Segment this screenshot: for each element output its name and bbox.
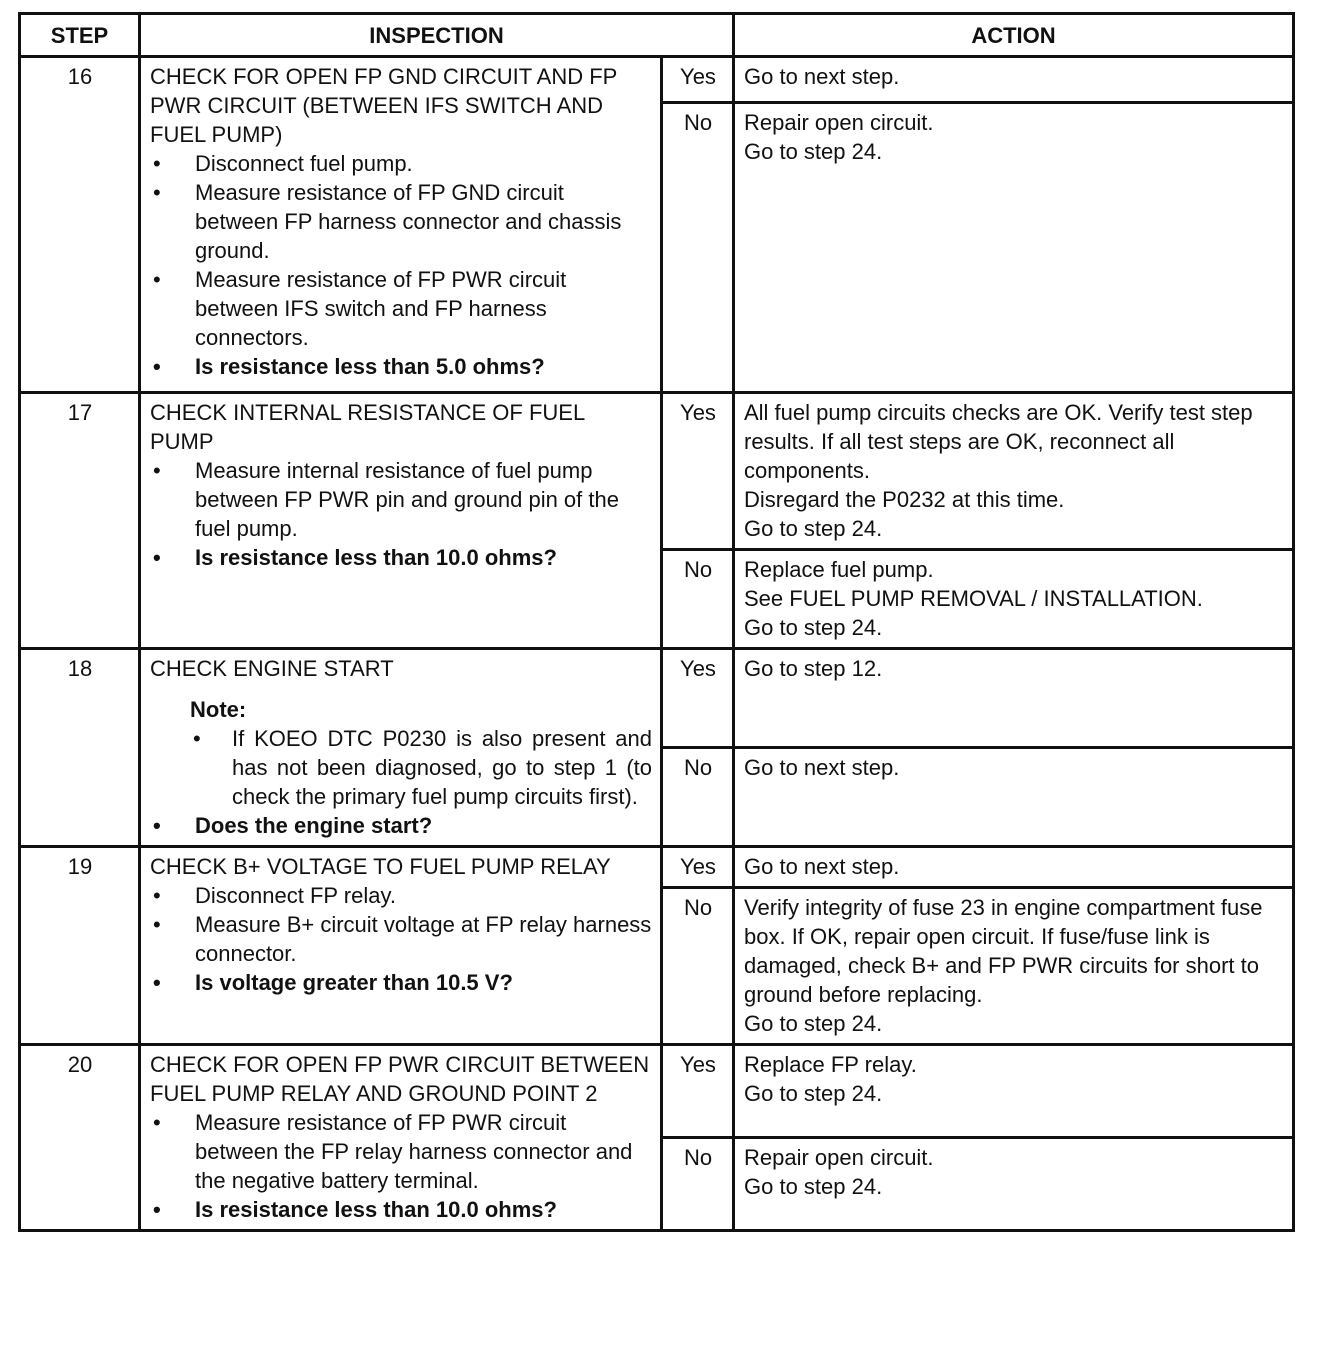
action-line: See FUEL PUMP REMOVAL / INSTALLATION. [744, 586, 1203, 611]
inspection-bullets [150, 881, 652, 997]
list-item: • Disconnect FP relay. [150, 881, 652, 910]
yes-label: Yes [662, 847, 734, 888]
note-label: Note: [190, 697, 247, 722]
yes-action [734, 1045, 1294, 1138]
action-line: Go to next step. [744, 854, 900, 879]
header-inspection: INSPECTION [140, 14, 734, 57]
no-label: No [662, 103, 734, 393]
inspection-title: CHECK B+ VOLTAGE TO FUEL PUMP RELAY [150, 854, 611, 879]
inspection-question: • Is resistance less than 10.0 ohms? [150, 543, 652, 572]
action-line: Go to step 24. [744, 615, 883, 640]
no-label: No [662, 888, 734, 1045]
no-action [734, 103, 1294, 393]
step-number: 18 [20, 649, 140, 847]
note-block [190, 695, 652, 811]
yes-action [734, 57, 1294, 103]
inspection-question: • Is voltage greater than 10.5 V? [150, 968, 652, 997]
list-item: • If KOEO DTC P0230 is also present and has not been diagnosed, go to step 1 (to check the primary fuel pump circuits first). [190, 724, 652, 811]
header-step: STEP [20, 14, 140, 57]
action-line: All fuel pump circuits checks are OK. Verify test step results. If all test steps are OK, reconnect all components. [744, 400, 1253, 483]
inspection-cell [140, 393, 662, 649]
table-row [20, 393, 1294, 550]
action-line: Go to next step. [744, 64, 900, 89]
table-row [20, 847, 1294, 888]
table-row [20, 649, 1294, 748]
action-line: Go to step 24. [744, 516, 883, 541]
action-line: Go to step 24. [744, 139, 883, 164]
inspection-cell [140, 57, 662, 393]
no-action [734, 1138, 1294, 1231]
inspection-bullets [150, 456, 652, 572]
yes-label: Yes [662, 57, 734, 103]
list-item: • Measure internal resistance of fuel pump between FP PWR pin and ground pin of the fuel pump. [150, 456, 652, 543]
list-item: • Measure resistance of FP PWR circuit between IFS switch and FP harness connectors. [150, 265, 652, 352]
no-action [734, 550, 1294, 649]
inspection-cell [140, 649, 662, 847]
diagnostic-procedure-document [18, 12, 1292, 1232]
step-number: 16 [20, 57, 140, 393]
yes-label: Yes [662, 649, 734, 748]
action-line: Go to step 24. [744, 1174, 883, 1199]
inspection-bullets [150, 149, 652, 381]
list-item: • Disconnect fuel pump. [150, 149, 652, 178]
inspection-bullets [150, 811, 652, 840]
action-line: Verify integrity of fuse 23 in engine compartment fuse box. If OK, repair open circuit. If fuse/fuse link is damaged, check B+ and FP PWR circuits for short to ground before replacing. [744, 895, 1263, 1007]
inspection-title: CHECK FOR OPEN FP PWR CIRCUIT BETWEEN FUEL PUMP RELAY AND GROUND POINT 2 [150, 1052, 650, 1106]
action-line: Go to next step. [744, 755, 900, 780]
action-line: Go to step 12. [744, 656, 883, 681]
inspection-question: • Is resistance less than 5.0 ohms? [150, 352, 652, 381]
step-number: 20 [20, 1045, 140, 1231]
inspection-question: • Is resistance less than 10.0 ohms? [150, 1195, 652, 1224]
action-line: Go to step 24. [744, 1081, 883, 1106]
inspection-cell [140, 847, 662, 1045]
diagnostic-table [18, 12, 1295, 1232]
action-line: Replace FP relay. [744, 1052, 917, 1077]
list-item: • Measure resistance of FP GND circuit between FP harness connector and chassis ground. [150, 178, 652, 265]
action-line: Go to step 24. [744, 1011, 883, 1036]
table-row [20, 57, 1294, 103]
yes-action [734, 649, 1294, 748]
step-number: 17 [20, 393, 140, 649]
no-action [734, 888, 1294, 1045]
yes-label: Yes [662, 1045, 734, 1138]
inspection-title: CHECK ENGINE START [150, 656, 394, 681]
table-header-row [20, 14, 1294, 57]
yes-action [734, 847, 1294, 888]
inspection-cell [140, 1045, 662, 1231]
action-line: Repair open circuit. [744, 110, 934, 135]
no-label: No [662, 1138, 734, 1231]
no-label: No [662, 748, 734, 847]
no-label: No [662, 550, 734, 649]
inspection-title: CHECK FOR OPEN FP GND CIRCUIT AND FP PWR CIRCUIT (BETWEEN IFS SWITCH AND FUEL PUMP) [150, 64, 617, 147]
list-item: • Measure B+ circuit voltage at FP relay harness connector. [150, 910, 652, 968]
step-number: 19 [20, 847, 140, 1045]
action-line: Repair open circuit. [744, 1145, 934, 1170]
action-line: Replace fuel pump. [744, 557, 934, 582]
inspection-bullets [150, 1108, 652, 1224]
inspection-title: CHECK INTERNAL RESISTANCE OF FUEL PUMP [150, 400, 585, 454]
table-row [20, 1045, 1294, 1138]
yes-label: Yes [662, 393, 734, 550]
no-action [734, 748, 1294, 847]
action-line: Disregard the P0232 at this time. [744, 487, 1065, 512]
list-item: • Measure resistance of FP PWR circuit between the FP relay harness connector and the negative battery terminal. [150, 1108, 652, 1195]
note-bullets [190, 724, 652, 811]
inspection-question: • Does the engine start? [150, 811, 652, 840]
yes-action [734, 393, 1294, 550]
header-action: ACTION [734, 14, 1294, 57]
